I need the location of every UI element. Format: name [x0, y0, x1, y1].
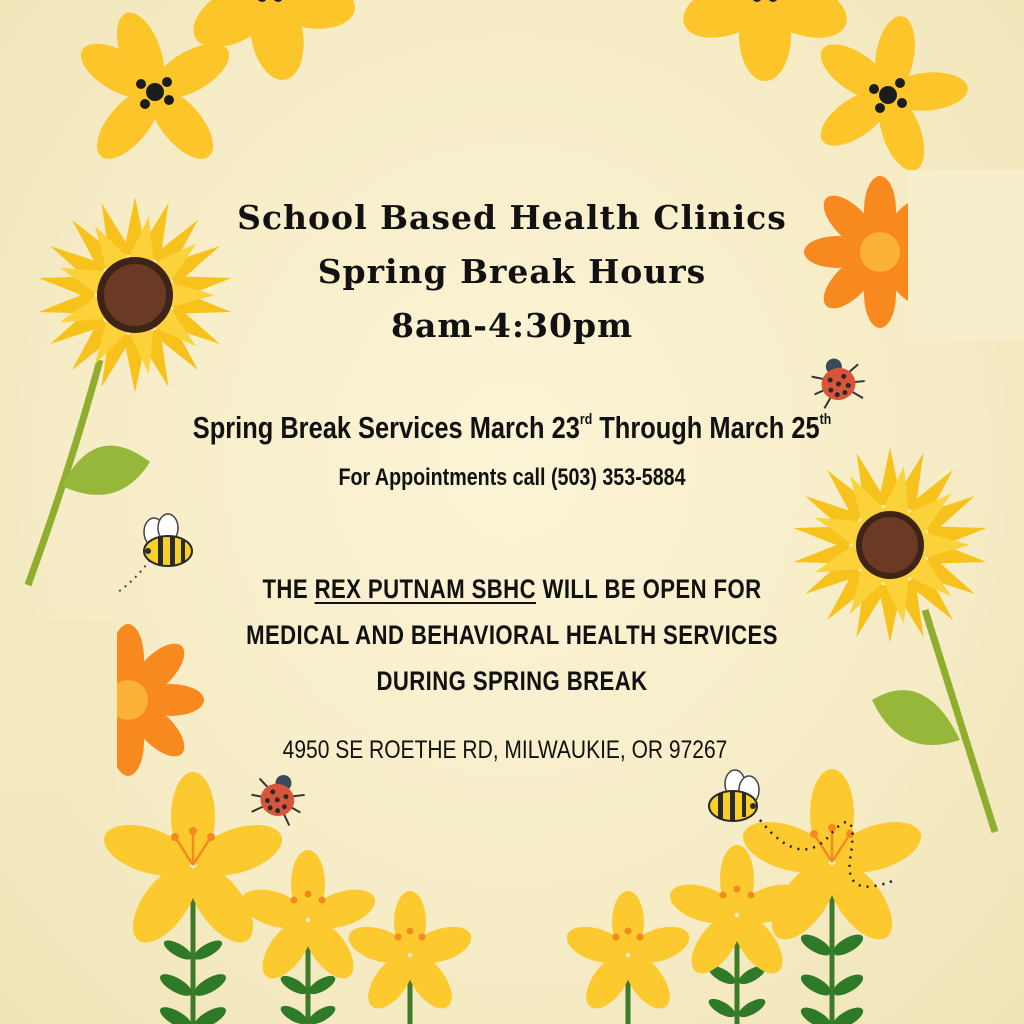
ladybug-icon	[807, 352, 869, 410]
services-sup-1: rd	[579, 411, 593, 428]
appointments-phone: For Appointments call (503) 353-5884	[338, 464, 686, 491]
announcement-line-2: MEDICAL AND BEHAVIORAL HEALTH SERVICES	[246, 620, 778, 650]
services-dates	[92, 410, 932, 446]
services-middle: Through March 25	[592, 410, 820, 445]
address: 4950 SE ROETHE RD, MILWAUKIE, OR 97267	[282, 736, 728, 764]
title-line-2: Spring Break Hours	[317, 252, 707, 291]
services-sup-2: th	[819, 411, 832, 428]
title-line-1: School Based Health Clinics	[237, 198, 787, 237]
title-line-3: 8am-4:30pm	[390, 306, 633, 345]
services-prefix: Spring Break Services March 23	[192, 410, 580, 445]
announcement-part-1: THE	[262, 574, 315, 604]
ladybug-icon	[246, 767, 311, 828]
clinic-name: REX PUTNAM SBHC	[314, 574, 536, 604]
announcement	[92, 566, 932, 704]
announcement-part-2: WILL BE OPEN FOR	[535, 574, 762, 604]
announcement-line-3: DURING SPRING BREAK	[376, 666, 648, 696]
announcement-line-1	[92, 566, 932, 612]
yellow-flower-icon	[812, 13, 970, 177]
